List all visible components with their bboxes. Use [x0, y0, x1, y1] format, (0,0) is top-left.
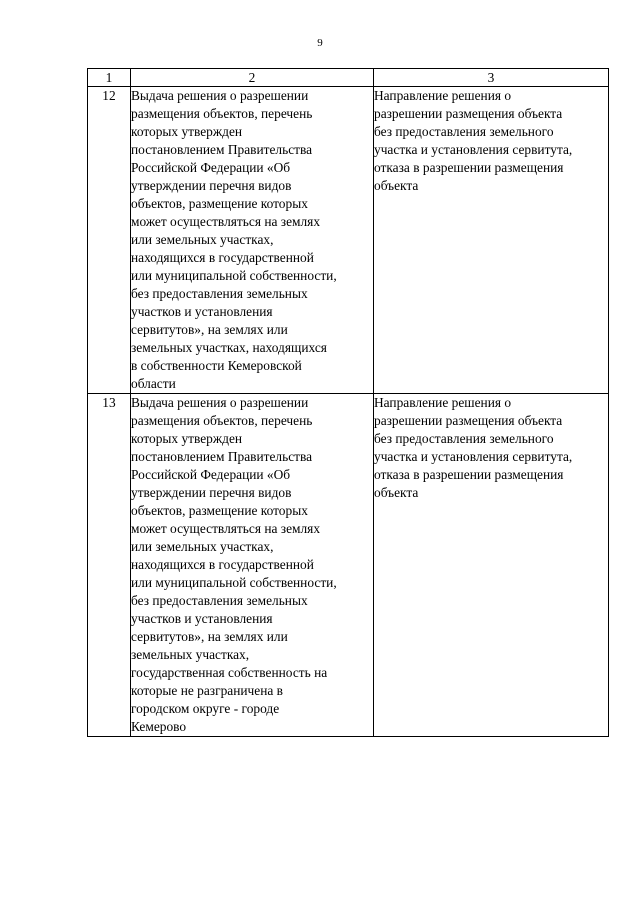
text-line: объекта	[374, 485, 419, 500]
text-line: отказа в разрешении размещения	[374, 160, 564, 175]
service-name-cell	[131, 394, 374, 737]
service-result-cell	[374, 394, 609, 737]
text-line: государственная собственность на	[131, 665, 328, 680]
text-line: объектов, размещение которых	[131, 196, 308, 211]
text-line: объекта	[374, 178, 419, 193]
text-line: земельных участках,	[131, 647, 250, 662]
text-line: сервитутов», на землях или	[131, 322, 288, 337]
text-line: утверждении перечня видов	[131, 485, 292, 500]
text-line: Выдача решения о разрешении	[131, 88, 309, 103]
text-line: разрешении размещения объекта	[374, 413, 563, 428]
text-line: размещения объектов, перечень	[131, 413, 313, 428]
text-line: утверждении перечня видов	[131, 178, 292, 193]
row-number: 13	[88, 394, 131, 737]
text-line: или земельных участках,	[131, 539, 274, 554]
column-header-3: 3	[374, 69, 609, 87]
text-line: в собственности Кемеровской	[131, 358, 302, 373]
text-line: городском округе - городе	[131, 701, 280, 716]
text-line: без предоставления земельных	[131, 593, 308, 608]
text-line: земельных участках, находящихся	[131, 340, 327, 355]
text-line: или земельных участках,	[131, 232, 274, 247]
table-header-row	[88, 69, 609, 87]
text-line: участков и установления	[131, 611, 273, 626]
service-name-cell	[131, 87, 374, 394]
service-result-cell	[374, 87, 609, 394]
text-line: без предоставления земельного	[374, 431, 554, 446]
text-line: может осуществляться на землях	[131, 521, 321, 536]
text-line: постановлением Правительства	[131, 142, 313, 157]
text-line: сервитутов», на землях или	[131, 629, 288, 644]
text-line: Направление решения о	[374, 88, 512, 103]
page-number: 9	[317, 37, 323, 49]
text-line: Российской Федерации «Об	[131, 160, 291, 175]
text-line: без предоставления земельных	[131, 286, 308, 301]
text-line: участков и установления	[131, 304, 273, 319]
text-line: участка и установления сервитута,	[374, 449, 573, 464]
table-row	[88, 394, 609, 737]
text-line: Выдача решения о разрешении	[131, 395, 309, 410]
services-table	[87, 68, 609, 737]
row-number: 12	[88, 87, 131, 394]
text-line: находящихся в государственной	[131, 250, 314, 265]
text-line: Российской Федерации «Об	[131, 467, 291, 482]
text-line: размещения объектов, перечень	[131, 106, 313, 121]
column-header-1: 1	[88, 69, 131, 87]
text-line: находящихся в государственной	[131, 557, 314, 572]
text-line: области	[131, 376, 176, 391]
text-line: или муниципальной собственности,	[131, 268, 337, 283]
text-line: может осуществляться на землях	[131, 214, 321, 229]
column-header-2: 2	[131, 69, 374, 87]
text-line: Направление решения о	[374, 395, 512, 410]
text-line: которые не разграничена в	[131, 683, 284, 698]
text-line: или муниципальной собственности,	[131, 575, 337, 590]
text-line: без предоставления земельного	[374, 124, 554, 139]
text-line: которых утвержден	[131, 124, 243, 139]
text-line: Кемерово	[131, 719, 187, 734]
text-line: которых утвержден	[131, 431, 243, 446]
table-row	[88, 87, 609, 394]
text-line: разрешении размещения объекта	[374, 106, 563, 121]
text-line: постановлением Правительства	[131, 449, 313, 464]
text-line: отказа в разрешении размещения	[374, 467, 564, 482]
text-line: участка и установления сервитута,	[374, 142, 573, 157]
text-line: объектов, размещение которых	[131, 503, 308, 518]
